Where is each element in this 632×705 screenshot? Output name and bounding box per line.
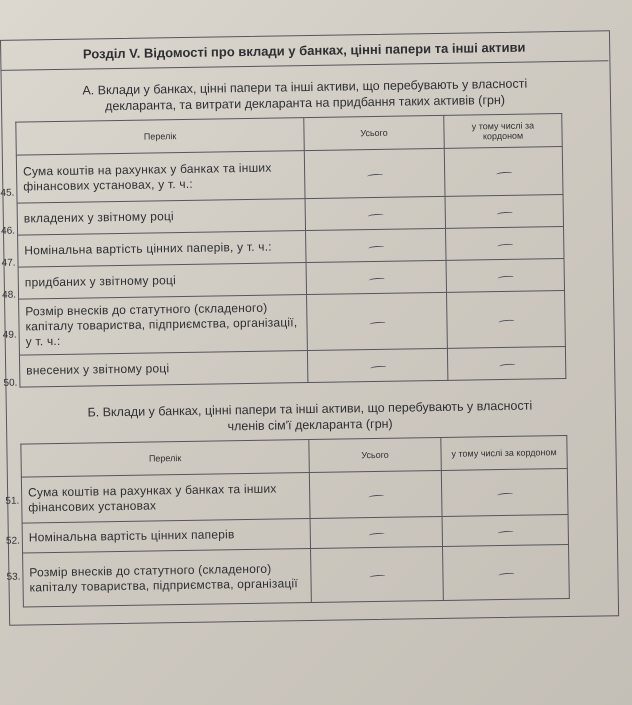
row-label: Розмір внесків до статутного (складеного) капіталу товариства, підприємства, організації, у т. ч.:: [19, 295, 308, 356]
row-abroad-value: [444, 147, 563, 197]
col-header-total: Усього: [304, 115, 445, 150]
row-number: 49.: [2, 329, 17, 341]
row-number: 47.: [1, 257, 16, 269]
part-b-table: [20, 435, 570, 608]
dash-mark: [497, 530, 513, 535]
row-abroad-value: [443, 544, 570, 600]
col-header-abroad: у тому числі за кордоном: [441, 435, 568, 470]
row-label: Номінальна вартість цінних паперів: [22, 519, 310, 554]
row-number: 51.: [5, 495, 20, 507]
row-abroad-value: [446, 227, 564, 261]
dash-mark: [497, 243, 513, 248]
row-total-value: [307, 348, 447, 382]
row-abroad-value: [445, 195, 563, 229]
row-label: Номінальна вартість цінних паперів, у т. ч.:: [18, 231, 306, 268]
row-total-value: [304, 148, 445, 198]
declaration-form-section-5: [0, 30, 632, 640]
row-total-value: [305, 196, 445, 230]
dash-mark: [496, 211, 512, 216]
row-label: Сума коштів на рахунках у банках та інших фінансових установах: [21, 473, 310, 524]
dash-mark: [496, 171, 512, 176]
row-label: Сума коштів на рахунках у банках та інших фінансових установах, у т. ч.:: [16, 151, 305, 204]
dash-mark: [368, 245, 384, 250]
row-abroad-value: [447, 347, 565, 381]
dash-mark: [498, 319, 514, 324]
part-a-heading-line1: А. Вклади у банках, цінні папери та інші активи, що перебувають у власності: [82, 76, 528, 98]
part-a-table: [15, 113, 566, 388]
row-abroad-value: [446, 259, 564, 293]
dash-mark: [368, 494, 384, 499]
col-header-total: Усього: [309, 437, 442, 472]
col-header-list: Перелік: [21, 440, 309, 478]
dash-mark: [369, 574, 385, 579]
dash-mark: [497, 275, 513, 280]
part-b-heading-line1: Б. Вклади у банках, цінні папери та інші активи, що перебувають у власності: [87, 398, 533, 420]
table-row: [19, 291, 566, 356]
dash-mark: [369, 321, 385, 326]
row-abroad-value: [447, 291, 566, 349]
row-number: 46.: [1, 225, 16, 237]
row-number: 45.: [0, 187, 15, 199]
part-b-heading-line2: членів сім'ї декларанта (грн): [227, 416, 393, 434]
col-header-abroad: у тому числі за кордоном: [444, 114, 563, 149]
row-number: 53.: [6, 571, 21, 583]
col-header-list: Перелік: [16, 118, 304, 156]
row-label: вкладених у звітному році: [17, 199, 305, 236]
dash-mark: [367, 213, 383, 218]
row-total-value: [310, 516, 442, 548]
dash-mark: [497, 492, 513, 497]
row-label: придбаних у звітному році: [18, 263, 306, 300]
row-label: Розмір внесків до статутного (складеного) капіталу товариства, підприємства, організації: [23, 549, 312, 608]
part-a-heading-line2: декларанта, та витрати декларанта на придбання таких активів (грн): [104, 92, 506, 114]
row-total-value: [306, 228, 446, 262]
section-title: Розділ V. Відомості про вклади у банках, цінні папери та інші активи: [0, 30, 608, 71]
row-abroad-value: [441, 468, 568, 516]
table-row: [23, 544, 570, 607]
row-total-value: [307, 292, 448, 350]
dash-mark: [499, 363, 515, 368]
row-number: 50.: [3, 377, 18, 389]
row-number: 48.: [2, 289, 17, 301]
row-total-value: [309, 470, 442, 518]
dash-mark: [367, 173, 383, 178]
row-abroad-value: [442, 514, 568, 546]
dash-mark: [498, 572, 514, 577]
row-total-value: [306, 260, 446, 294]
dash-mark: [370, 365, 386, 370]
row-number: 52.: [5, 535, 20, 547]
dash-mark: [368, 277, 384, 282]
row-total-value: [311, 546, 444, 602]
row-label: внесених у звітному році: [19, 351, 307, 388]
table-row: [16, 147, 563, 204]
dash-mark: [368, 532, 384, 537]
